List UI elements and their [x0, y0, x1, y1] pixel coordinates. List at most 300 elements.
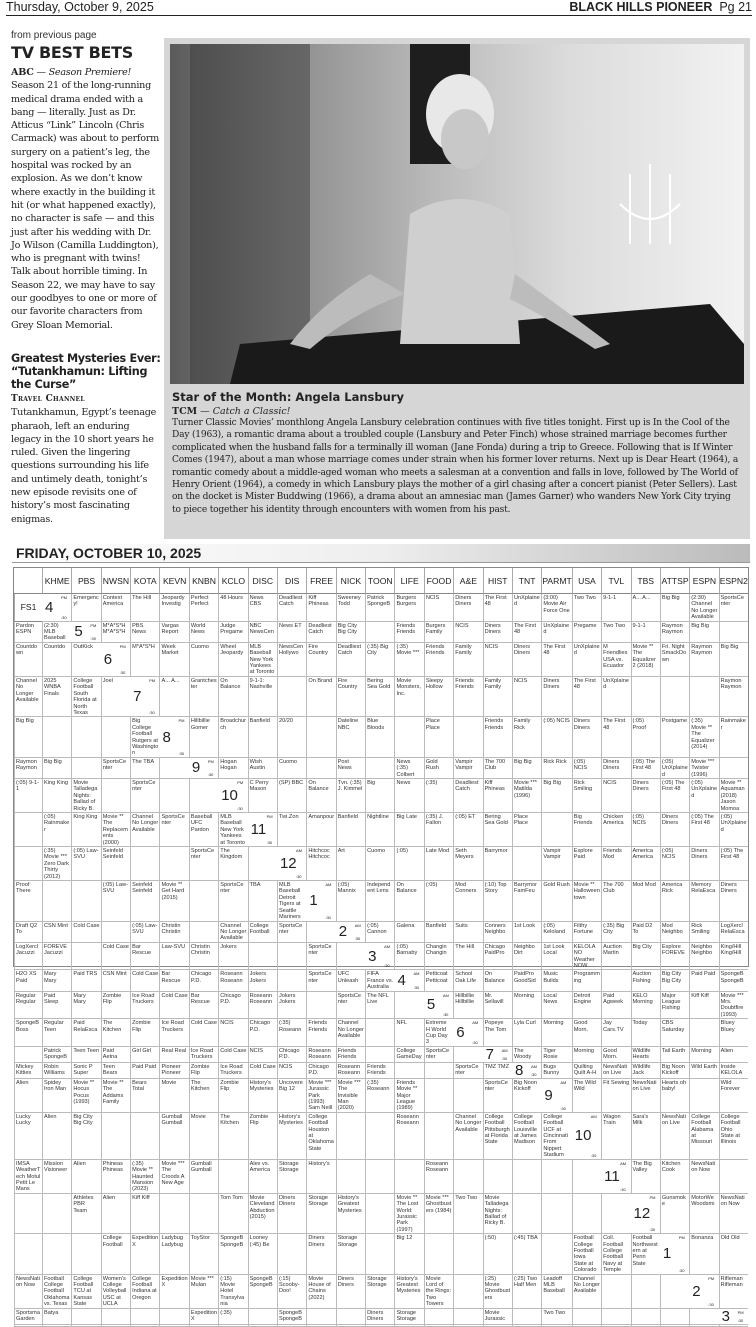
- listing-cell: Friends Friends: [483, 717, 512, 757]
- listing-cell: CBS Saturday: [660, 1019, 689, 1047]
- listing-cell: Mary Mary: [71, 992, 100, 1020]
- listing-cell: Diners Diners: [512, 643, 541, 677]
- newspaper-name: BLACK HILLS PIONEER: [569, 0, 713, 14]
- listing-cell: NBC NewsCen: [248, 622, 277, 643]
- time-slot-label: [660, 1234, 689, 1274]
- listing-cell: Fit Sewing: [601, 1079, 630, 1113]
- listing-cell: Ice Road Truckers: [218, 1063, 247, 1079]
- listing-cell: Mod Neighbo: [660, 922, 689, 943]
- listing-cell: [631, 677, 660, 717]
- listing-cell: (:05) Mannix: [336, 881, 365, 921]
- listing-cell: NCIS: [601, 779, 630, 813]
- half-hour: :30: [207, 771, 214, 777]
- listing-cell: [689, 1079, 718, 1113]
- listing-cell: Movie *** The Invisible Man (2020): [336, 1079, 365, 1113]
- listing-cell: Extreme H World Cup Day 3: [424, 1019, 453, 1047]
- listing-cell: On Balance: [394, 881, 423, 921]
- listing-cell: ToyStor: [189, 1234, 218, 1274]
- item-network: Travel Channel: [11, 393, 85, 404]
- listing-cell: Banfield: [336, 813, 365, 847]
- listing-cell: (:35): [424, 779, 453, 813]
- listing-cell: [719, 758, 748, 779]
- half-hour: :30: [678, 1267, 685, 1273]
- listing-cell: Paid Aetna: [101, 1047, 130, 1063]
- listing-cell: Chicago PaidPro: [483, 943, 512, 971]
- channel-header: TOON: [365, 568, 394, 594]
- listing-cell: TBA: [248, 881, 277, 921]
- listing-cell: Movie Jurassic: [483, 1309, 512, 1325]
- listing-cell: [189, 922, 218, 943]
- listing-cell: [689, 677, 718, 717]
- listing-cell: PaidPro GoodSid: [512, 970, 541, 991]
- listing-cell: SportsCenter: [101, 758, 130, 779]
- grid-date-banner: FRIDAY, OCTOBER 10, 2025: [12, 544, 750, 563]
- listing-cell: Big Big: [719, 643, 748, 677]
- listing-cell: Ice Road Truckers: [159, 1019, 188, 1047]
- listing-cell: College Football Houston at Oklahoma State: [306, 1113, 335, 1160]
- listing-cell: (2:30) Channel No Longer Available: [691, 595, 718, 621]
- listing-cell: Alex vs. America: [248, 1160, 277, 1194]
- listing-cell: [71, 717, 100, 757]
- channel-header: PARMT: [541, 568, 571, 594]
- listing-cell: OutKick: [71, 643, 100, 677]
- listing-cell: College Football Pittsburgh at Florida State: [483, 1113, 512, 1160]
- listing-cell: Bar Rescue: [130, 943, 159, 971]
- listing-cell: Barrymor FamFeu: [512, 881, 541, 921]
- listing-cell: Movie Talladega Nights: Ballad of Ricky B.: [483, 1194, 512, 1234]
- listing-cell: Movie: [159, 1079, 188, 1113]
- listing-cell: The 700 Club: [601, 881, 630, 921]
- listing-cell: (:05) UnXplained: [689, 779, 718, 813]
- listing-cell: (:35) Movie *** Zero Dark Thirty (2012): [42, 847, 71, 881]
- channel-header: USA: [572, 568, 601, 594]
- half-hour: :30: [119, 669, 126, 675]
- listing-cell: [689, 1325, 718, 1327]
- listing-cell: (:35) Movie ***: [394, 643, 423, 677]
- listing-cell: Expedition X: [189, 1309, 218, 1325]
- listing-cell: Rick Smiling: [689, 922, 718, 943]
- listing-cell: Expedition X: [130, 1234, 159, 1274]
- listing-cell: Ladybug Ladybug: [159, 1234, 188, 1274]
- listing-cell: Week Market: [159, 643, 188, 677]
- listing-cell: Joel: [101, 677, 130, 717]
- listing-cell: Movie Monsters, Inc.: [394, 677, 423, 717]
- listing-cell: Big Big: [541, 779, 571, 813]
- listing-cell: [572, 1160, 601, 1194]
- listing-cell: The Hill: [130, 594, 159, 622]
- listing-cell: SportsCenter: [306, 970, 335, 991]
- listing-cell: Vampir Vampir: [453, 758, 482, 779]
- listing-cell: [512, 1194, 541, 1234]
- listing-cell: Alien: [42, 1113, 71, 1160]
- listing-cell: Fire Country: [336, 677, 365, 717]
- listing-cell: Lyla Curl: [512, 1019, 541, 1047]
- am-pm: PM: [149, 677, 156, 683]
- time-slot-label: [631, 1194, 660, 1234]
- listing-cell: Teen Bears: [101, 1063, 130, 1079]
- listing-cell: Teen Teen: [71, 1047, 100, 1063]
- listing-cell: [336, 943, 365, 971]
- listing-cell: Storage Storage: [277, 1160, 306, 1194]
- listing-cell: Paid RelaEsca: [71, 1019, 100, 1047]
- half-hour: :30: [590, 1152, 597, 1158]
- listing-cell: Wildlife Hearts: [631, 1047, 660, 1063]
- listing-cell: Movie *** Mrs. Doubtfire (1993): [719, 992, 748, 1020]
- listing-cell: CSN Mint: [42, 922, 71, 943]
- listing-cell: 9-1-1: Nashville: [248, 677, 277, 717]
- listing-cell: College Football Ohio State at Illinois: [719, 1113, 748, 1160]
- listing-cell: [306, 758, 335, 779]
- listing-cell: [453, 1234, 482, 1274]
- time-slot-label: [277, 847, 306, 881]
- listing-cell: Cold Case: [248, 1063, 277, 1079]
- listing-cell: Postgame: [660, 717, 689, 757]
- channel-header: NICK: [336, 568, 365, 594]
- hour: 5: [74, 623, 83, 641]
- half-hour: :30: [501, 1055, 508, 1061]
- listing-cell: Roseann Roseann: [394, 1113, 423, 1160]
- listing-cell: Detroit Engine: [572, 992, 601, 1020]
- page-header: [6, 0, 752, 16]
- half-hour: :30: [737, 1317, 744, 1323]
- hour: 9: [544, 1086, 553, 1104]
- half-hour: :30: [90, 635, 96, 641]
- am-pm: AM: [384, 943, 391, 949]
- listing-cell: [424, 1113, 453, 1160]
- listing-cell: [601, 1325, 630, 1327]
- listing-cell: Raymon Raymon: [719, 677, 748, 717]
- listing-cell: Bears Total: [130, 1079, 159, 1113]
- header-date: Thursday, October 9, 2025: [6, 0, 154, 14]
- listing-cell: [365, 1019, 394, 1047]
- listing-cell: Major League Fishing: [660, 992, 689, 1020]
- listing-cell: Alien: [71, 1160, 100, 1194]
- listing-cell: Mr. Sellavill: [483, 992, 512, 1020]
- listing-cell: Bering Sea Gold: [483, 813, 512, 847]
- listing-cell: IMSA WeatherTech Motul Petit Le Mans: [16, 1160, 41, 1193]
- listing-cell: Draft Q2 To: [14, 922, 42, 943]
- am-pm: AM: [530, 1063, 537, 1069]
- listing-cell: College Football UCF at Cincinnati From Nippert Stadium: [541, 1113, 571, 1160]
- listing-cell: Movie Lord of the Rings: Two Towers: [424, 1275, 453, 1309]
- listing-cell: [365, 1194, 394, 1234]
- listing-cell: SportsCenter: [306, 943, 335, 971]
- listing-cell: Countdo: [42, 643, 71, 677]
- listing-cell: Zombie Flip: [101, 992, 130, 1020]
- listing-cell: (:05): [394, 847, 423, 881]
- listing-cell: History's Greatest Mysteries: [336, 1194, 365, 1234]
- listing-cell: (SP) BBC: [277, 779, 306, 813]
- listing-cell: Conners Neighbo: [483, 922, 512, 943]
- listing-cell: Leadoff MLB Baseball: [541, 1275, 571, 1309]
- listing-cell: Chicken America: [601, 813, 630, 847]
- listing-cell: [424, 1063, 453, 1079]
- hour: 8: [514, 1061, 524, 1079]
- listing-cell: Movie *** Jurassic Park (1993) Sam Neill: [306, 1079, 335, 1113]
- listing-cell: The Wild Wild: [572, 1079, 601, 1113]
- listing-cell: Big Noon Kickoff: [660, 1063, 689, 1079]
- listing-cell: Deadliest Catch: [453, 779, 482, 813]
- listing-cell: [483, 1325, 512, 1327]
- listing-cell: Art: [336, 847, 365, 881]
- listing-cell: [42, 1234, 71, 1274]
- listing-cell: M*A*S*H: [130, 643, 159, 677]
- listing-cell: Tail Earth: [660, 1047, 689, 1063]
- channel-header: PBS: [71, 568, 100, 594]
- channel-header: FREE: [306, 568, 335, 594]
- listing-cell: [572, 1325, 601, 1327]
- listing-cell: Patrick SpongeB: [365, 594, 394, 622]
- time-slot-label: [572, 1113, 601, 1160]
- listing-cell: Zombie Flip: [218, 1079, 247, 1113]
- listing-cell: Sweeney Todd: [336, 594, 365, 622]
- listing-cell: H2O XS Paid: [14, 970, 42, 991]
- listing-cell: Diners Diners: [541, 677, 571, 717]
- time-slot-label: [541, 1079, 571, 1113]
- listing-cell: Paid Paid: [689, 970, 718, 991]
- listing-cell: [218, 1160, 247, 1194]
- listing-cell: Neighbo Neighbo: [689, 943, 718, 971]
- half-hour: :30: [413, 984, 420, 990]
- listing-cell: [159, 758, 188, 779]
- listing-cell: Diners Diners: [336, 1275, 365, 1309]
- am-pm: PM: [119, 643, 126, 649]
- listing-cell: Wild Earth: [689, 1063, 718, 1079]
- item-title: Greatest Mysteries Ever: “Tutankhamun: Lifting the Curse”: [11, 351, 161, 391]
- listing-cell: The TBA: [130, 758, 159, 779]
- am-pm: AM: [413, 971, 420, 977]
- listing-cell: News (:35) Colbert: [394, 758, 423, 779]
- channel-header: KNBN: [189, 568, 218, 594]
- listing-cell: (:05) ET: [453, 813, 482, 847]
- listing-cell: NewsCen Hollywo: [277, 643, 306, 677]
- listing-cell: (:05) The First 48: [660, 779, 689, 813]
- listing-cell: [453, 1079, 482, 1113]
- listing-cell: Roseann Roseann: [424, 1160, 453, 1194]
- listing-cell: Judge Pregame: [218, 622, 247, 643]
- hour: 10: [574, 1127, 592, 1145]
- listing-cell: [159, 1325, 188, 1327]
- angela-lansbury-photo: [170, 44, 744, 384]
- listing-cell: (:05) Rainmaker: [42, 813, 71, 847]
- listing-cell: Bar Rescue: [189, 992, 218, 1020]
- listing-cell: Friends Friends: [365, 1063, 394, 1079]
- hour: 2: [692, 1282, 701, 1300]
- listing-cell: Quilting Quilt A-H: [572, 1063, 601, 1079]
- listing-cell: Big City: [631, 943, 660, 971]
- am-pm: AM: [560, 1079, 567, 1085]
- listing-cell: [248, 1309, 277, 1325]
- time-slot-label: [512, 1063, 541, 1079]
- listing-cell: SportsCenter: [424, 1047, 453, 1063]
- listing-cell: [601, 1275, 630, 1309]
- listing-cell: College Football: [248, 922, 277, 943]
- listing-cell: [42, 881, 71, 921]
- listing-cell: (:05) Keloland: [541, 922, 571, 943]
- listing-cell: (:05) NCIS: [572, 758, 601, 779]
- listing-cell: [601, 1309, 630, 1325]
- listing-cell: The First 48: [601, 717, 630, 757]
- listing-cell: Roseann Roseann: [248, 992, 277, 1020]
- listing-cell: [453, 1160, 482, 1194]
- listing-cell: Auction Martin: [601, 943, 630, 971]
- half-hour: :30: [708, 1301, 714, 1307]
- listing-cell: (:25) Two Half Men: [512, 1275, 541, 1309]
- listing-cell: Post News: [336, 758, 365, 779]
- listing-cell: News CBS: [248, 594, 277, 622]
- channel-header: KHME: [42, 568, 71, 594]
- listing-cell: [394, 1063, 423, 1079]
- listing-cell: [660, 1275, 689, 1309]
- hour: 3: [368, 947, 377, 965]
- listing-cell: [306, 1325, 335, 1327]
- am-pm: PM: [649, 1194, 656, 1200]
- listing-cell: [277, 677, 306, 717]
- listing-cell: (:05) Barnaby: [394, 943, 423, 971]
- listing-cell: Dateline NBC: [336, 717, 365, 757]
- hour: 2: [338, 923, 348, 941]
- listing-cell: Girl Girl: [130, 1047, 159, 1063]
- listing-cell: Movie Talladega Nights: Ballad of Ricky B.: [71, 779, 100, 813]
- listing-cell: [453, 1309, 482, 1325]
- listing-cell: Suits: [453, 922, 482, 943]
- listing-cell: [394, 992, 423, 1020]
- listing-cell: Channel No Longer Available: [336, 1019, 365, 1047]
- listing-cell: Family Rick: [512, 717, 541, 757]
- listing-cell: SportsCenter: [130, 779, 159, 813]
- listing-cell: College Football TCU at Kansas State: [71, 1275, 100, 1309]
- listing-cell: Changin Changin: [424, 943, 453, 971]
- listing-cell: News ET: [277, 622, 306, 643]
- listing-cell: [71, 881, 100, 921]
- listing-cell: Kiff Kiff: [689, 992, 718, 1020]
- listing-cell: Twi.Zon: [277, 813, 306, 847]
- listing-cell: Uncovere Big 12: [277, 1079, 306, 1113]
- listing-cell: Gold Rush: [424, 758, 453, 779]
- listing-cell: Gold Rush: [541, 881, 571, 921]
- listing-cell: Movie: [189, 1113, 218, 1160]
- listing-cell: Storage Storage: [336, 1234, 365, 1274]
- listing-cell: Roseann Roseann: [218, 970, 247, 991]
- listing-cell: (2:30) MLB Baseball: [42, 622, 71, 643]
- am-pm: AM: [442, 992, 449, 998]
- am-pm: PM: [90, 622, 97, 628]
- listing-cell: (:35) Big City: [601, 922, 630, 943]
- hour: 1: [309, 892, 318, 910]
- listing-cell: SportsCenter: [159, 813, 188, 847]
- listing-cell: Rainmaker: [719, 717, 748, 757]
- listing-cell: [248, 943, 277, 971]
- hour: 6: [103, 650, 113, 668]
- listing-cell: Patrick SpongeB: [42, 1047, 71, 1063]
- listing-cell: (:45) TBA: [512, 1234, 541, 1274]
- listing-cell: College Football South Florida at North Texas: [71, 677, 100, 717]
- listing-cell: [631, 1309, 660, 1325]
- listing-cell: Kiff Kiff: [130, 1194, 159, 1234]
- channel-header: LIFE: [394, 568, 423, 594]
- listing-cell: Women's College Volleyball USC at UCLA: [101, 1275, 130, 1309]
- listing-cell: [42, 717, 71, 757]
- time-slot-label: [453, 1019, 482, 1047]
- listing-cell: [572, 1309, 601, 1325]
- listing-cell: Bugs Bunny: [541, 1063, 571, 1079]
- listing-cell: Movie *** The Croods A New Age: [159, 1160, 188, 1194]
- listing-cell: (:05) UnXplained: [719, 813, 748, 847]
- listing-cell: Storage Storage: [365, 1275, 394, 1309]
- listing-cell: Robin Williams: [42, 1063, 71, 1079]
- listing-cell: Movie *** Matilda (1996): [512, 779, 541, 813]
- best-bets-column: [11, 30, 161, 526]
- listing-cell: Two Two: [601, 622, 630, 643]
- am-pm: AM: [295, 848, 302, 854]
- listing-cell: The Kitchen: [189, 1079, 218, 1113]
- listing-cell: Jokers Jokers: [277, 992, 306, 1020]
- listing-cell: Filthy Fortune: [572, 922, 601, 943]
- listing-cell: Coll. Football College Football Navy at Temple: [601, 1234, 630, 1274]
- listing-cell: Movie Cleveland Abduction (2015): [248, 1194, 277, 1234]
- am-pm: PM: [737, 1309, 744, 1315]
- hour: 4: [45, 598, 54, 616]
- listing-cell: [14, 1325, 42, 1327]
- listing-cell: Burgers Burgers: [394, 594, 423, 622]
- listing-cell: Big: [365, 779, 394, 813]
- listing-cell: [248, 847, 277, 881]
- channel-header: KOTA: [130, 568, 159, 594]
- listing-cell: The Kitchen: [218, 1113, 247, 1160]
- listing-cell: (:15) Movie Hotel Transylvania: [218, 1275, 247, 1309]
- listing-cell: Friends Friends: [394, 622, 423, 643]
- listing-cell: (3:00) Movie Air Force One: [541, 594, 571, 622]
- listing-cell: [719, 1325, 748, 1327]
- listing-cell: King King: [42, 779, 71, 813]
- hour: 4: [397, 971, 406, 989]
- listing-cell: Two Two: [453, 1194, 482, 1234]
- listing-cell: UnXplained: [572, 643, 601, 677]
- listing-cell: Popeye The Tom: [483, 1019, 512, 1047]
- time-slot-label: [130, 677, 159, 717]
- listing-cell: [101, 779, 130, 813]
- listing-cell: PBS News: [130, 622, 159, 643]
- time-slot-label: [365, 943, 394, 971]
- listing-cell: [631, 1275, 660, 1309]
- listing-cell: NCIS: [277, 1063, 306, 1079]
- listing-cell: Diners Diners: [689, 847, 718, 881]
- listing-cell: [277, 970, 306, 991]
- time-slot-label: [248, 813, 277, 847]
- listing-cell: Chicago P.D.: [248, 1019, 277, 1047]
- listing-cell: [14, 1234, 42, 1274]
- listing-cell: Hillbillie Gomer: [189, 717, 218, 757]
- listing-cell: Movie ** The Addams Family: [101, 1079, 130, 1113]
- listing-cell: [719, 622, 748, 643]
- listing-cell: Movie House of Chains (2022): [306, 1275, 335, 1309]
- am-pm: PM: [237, 779, 244, 785]
- listing-cell: [512, 1309, 541, 1325]
- listing-cell: Pardon ESPN: [14, 622, 42, 643]
- listing-cell: Diners Diners: [719, 881, 748, 921]
- listing-cell: Late Mod: [424, 847, 453, 881]
- listing-cell: NCIS: [512, 677, 541, 717]
- listing-cell: SpongeB SpongeB: [277, 1309, 306, 1325]
- listing-cell: Movie ** The Equalizer 2 (2018): [631, 643, 660, 677]
- am-pm: AM: [590, 1113, 597, 1119]
- listing-cell: SportsCenter: [189, 847, 218, 881]
- listing-cell: C Perry Mason: [248, 779, 277, 813]
- listing-cell: Looney (:45) Be: [248, 1234, 277, 1274]
- listing-cell: Deadliest Catch: [306, 622, 335, 643]
- listing-cell: The Hill: [453, 943, 482, 971]
- listing-cell: (:25) Movie Ghostbusters: [483, 1275, 512, 1309]
